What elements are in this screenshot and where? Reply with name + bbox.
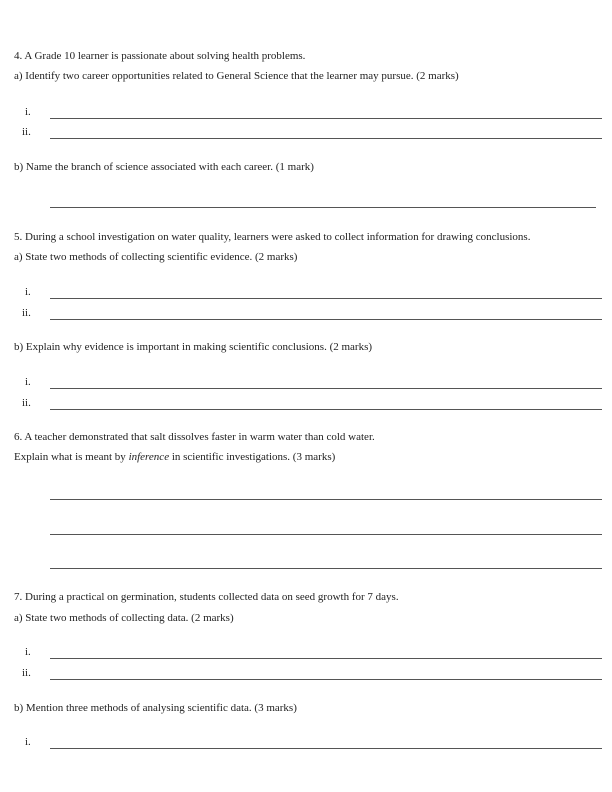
q4b-answer-line[interactable]: [50, 207, 596, 208]
q4-stem: 4. A Grade 10 learner is passionate about solving health problems.: [14, 50, 306, 62]
q5b-prompt: b) Explain why evidence is important in making scientific conclusions. (2 marks): [14, 341, 373, 353]
q6-answer-line-2[interactable]: [50, 534, 602, 535]
q6-stem: 6. A teacher demonstrated that salt dissolves faster in warm water than cold water.: [14, 431, 375, 443]
answer-label-i: i.: [25, 106, 31, 118]
q7a-answer-line-ii[interactable]: [50, 679, 602, 680]
q4b-prompt: b) Name the branch of science associated with each career. (1 mark): [14, 161, 314, 173]
answer-label-i: i.: [25, 376, 31, 388]
q4a-prompt: a) Identify two career opportunities related to General Science that the learner may pursue. (2 marks): [14, 70, 459, 82]
answer-label-ii: ii.: [22, 307, 31, 319]
q7a-answer-line-i[interactable]: [50, 658, 602, 659]
answer-label-i: i.: [25, 736, 31, 748]
q5a-answer-line-i[interactable]: [50, 298, 602, 299]
q5-stem: 5. During a school investigation on water quality, learners were asked to collect information for drawing conclusions.: [14, 231, 531, 243]
q6-prompt-term: inference: [128, 451, 170, 463]
q5a-prompt: a) State two methods of collecting scientific evidence. (2 marks): [14, 251, 298, 263]
answer-label-i: i.: [25, 286, 31, 298]
q7-stem: 7. During a practical on germination, students collected data on seed growth for 7 days.: [14, 591, 399, 603]
answer-label-i: i.: [25, 646, 31, 658]
q6-answer-line-3[interactable]: [50, 568, 602, 569]
q7a-prompt: a) State two methods of collecting data. (2 marks): [14, 612, 234, 624]
answer-label-ii: ii.: [22, 667, 31, 679]
q6-answer-line-1[interactable]: [50, 499, 602, 500]
q7b-prompt: b) Mention three methods of analysing scientific data. (3 marks): [14, 702, 297, 714]
q5b-answer-line-i[interactable]: [50, 388, 602, 389]
q4a-answer-line-i[interactable]: [50, 118, 602, 119]
q7b-answer-line-i[interactable]: [50, 748, 602, 749]
q5b-answer-line-ii[interactable]: [50, 409, 602, 410]
answer-label-ii: ii.: [22, 126, 31, 138]
q6-prompt: [14, 451, 335, 464]
q5a-answer-line-ii[interactable]: [50, 319, 602, 320]
answer-label-ii: ii.: [22, 397, 31, 409]
q6-prompt-post: in scientific investigations. (3 marks): [169, 451, 336, 463]
q6-prompt-pre: Explain what is meant by: [14, 451, 129, 463]
q4a-answer-line-ii[interactable]: [50, 138, 602, 139]
